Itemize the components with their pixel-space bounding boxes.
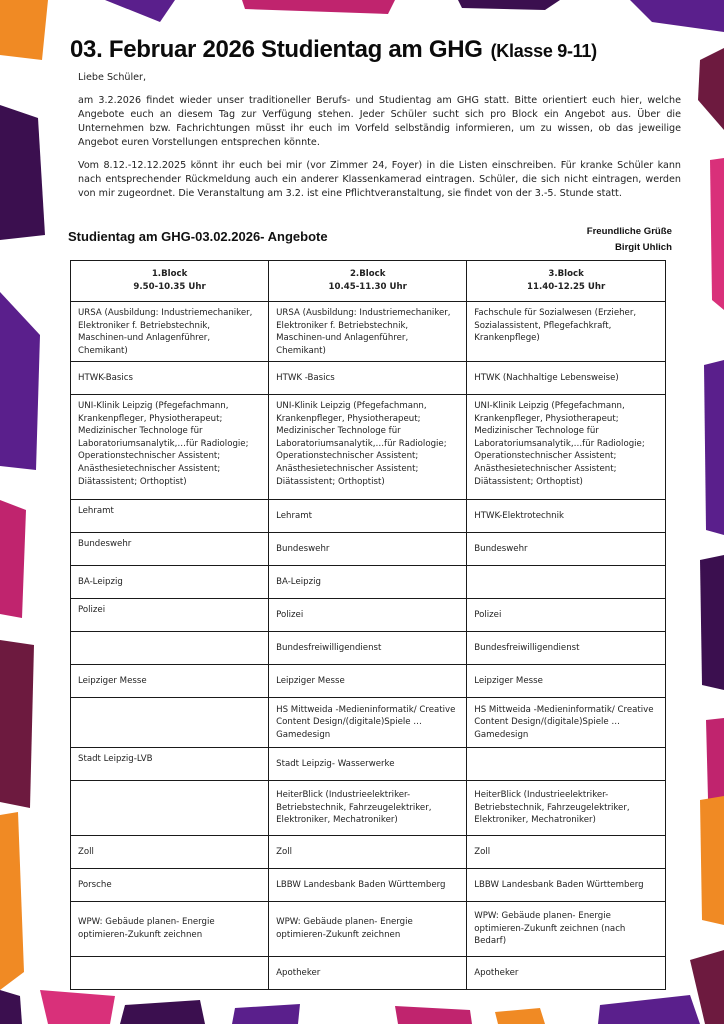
offer-cell-block-3: WPW: Gebäude planen- Energie optimieren-Zukunft zeichnen (nach Bedarf) xyxy=(467,902,666,957)
offer-cell-block-3: HTWK-Elektrotechnik xyxy=(467,500,666,533)
letter-paragraph-1: am 3.2.2026 findet wieder unser traditioneller Berufs- und Studientag am GHG statt. Bitte orientiert euch hier, welche Angebote euch an diesem Tag zur Verfügung stehen. Jeder Schüler sucht sich pro Block ein Angebot aus. Über die Unternehmen bzw. Fachrichtungen müsst ihr euch im Vorfeld selbständig informieren, um zu wissen, ob das jeweilige Angebot euren Vorstellungen entsprechen könnte. xyxy=(78,94,681,149)
offer-cell-block-2: Stadt Leipzig- Wasserwerke xyxy=(269,748,467,781)
title-class-range: (Klasse 9-11) xyxy=(490,41,597,61)
intro-letter xyxy=(78,71,681,210)
offer-cell-block-1: Bundeswehr xyxy=(71,533,269,566)
offer-cell-block-1: HTWK-Basics xyxy=(71,362,269,395)
offer-cell-block-3: HS Mittweida -Medieninformatik/ Creative Content Design/(digitale)Spiele …Gamedesign xyxy=(467,698,666,748)
offer-cell-block-3: HTWK (Nachhaltige Lebensweise) xyxy=(467,362,666,395)
signature xyxy=(587,224,672,256)
offer-cell-block-3: Leipziger Messe xyxy=(467,665,666,698)
table-row xyxy=(71,902,666,957)
offer-cell-block-1: UNI-Klinik Leipzig (Pfegefachmann, Krankenpfleger, Physiotherapeut; Medizinischer Technologe für Laboratoriumsanalytik,…für Radiologie; Operationstechnischer Assistent; Anästhesietechnischer Assistent; Diätassistent; Orthoptist) xyxy=(71,395,269,500)
offer-cell-block-3: Bundeswehr xyxy=(467,533,666,566)
block-label: 2.Block xyxy=(349,269,386,280)
column-header-block-1 xyxy=(71,261,269,302)
table-row xyxy=(71,957,666,990)
table-row xyxy=(71,395,666,500)
offer-cell-block-1 xyxy=(71,632,269,665)
offer-cell-block-2: BA-Leipzig xyxy=(269,566,467,599)
offer-cell-block-2: Polizei xyxy=(269,599,467,632)
title-main: 03. Februar 2026 Studientag am GHG xyxy=(70,36,483,63)
offer-cell-block-2: HeiterBlick (Industrieelektriker-Betriebstechnik, Fahrzeugelektriker, Elektroniker, Mechatroniker) xyxy=(269,781,467,836)
offers-heading: Studientag am GHG-03.02.2026- Angebote xyxy=(68,229,328,244)
table-row xyxy=(71,362,666,395)
offer-cell-block-3: LBBW Landesbank Baden Württemberg xyxy=(467,869,666,902)
block-label: 1.Block xyxy=(151,269,188,280)
table-header-row xyxy=(71,261,666,302)
block-time: 9.50-10.35 Uhr xyxy=(133,282,206,292)
offer-cell-block-1 xyxy=(71,957,269,990)
table-row xyxy=(71,698,666,748)
offer-cell-block-1: Lehramt xyxy=(71,500,269,533)
table-row xyxy=(71,566,666,599)
offer-cell-block-1: WPW: Gebäude planen- Energie optimieren-Zukunft zeichnen xyxy=(71,902,269,957)
table-row xyxy=(71,665,666,698)
offer-cell-block-3 xyxy=(467,566,666,599)
letter-greeting: Liebe Schüler, xyxy=(78,72,147,83)
offer-cell-block-1: Zoll xyxy=(71,836,269,869)
offers-table-body xyxy=(71,302,666,990)
block-time: 11.40-12.25 Uhr xyxy=(526,282,606,292)
table-row xyxy=(71,632,666,665)
page-title xyxy=(70,36,597,64)
offer-cell-block-2: LBBW Landesbank Baden Württemberg xyxy=(269,869,467,902)
block-time: 10.45-11.30 Uhr xyxy=(328,282,407,292)
offer-cell-block-3: HeiterBlick (Industrieelektriker-Betriebstechnik, Fahrzeugelektriker, Elektroniker, Mechatroniker) xyxy=(467,781,666,836)
offer-cell-block-2: Lehramt xyxy=(269,500,467,533)
table-row xyxy=(71,533,666,566)
offer-cell-block-1 xyxy=(71,698,269,748)
offer-cell-block-2: HS Mittweida -Medieninformatik/ Creative Content Design/(digitale)Spiele …Gamedesign xyxy=(269,698,467,748)
signature-closing: Freundliche Grüße xyxy=(586,226,672,237)
table-row xyxy=(71,302,666,362)
offer-cell-block-3: Bundesfreiwilligendienst xyxy=(467,632,666,665)
offer-cell-block-3: Polizei xyxy=(467,599,666,632)
offer-cell-block-3 xyxy=(467,748,666,781)
table-row xyxy=(71,836,666,869)
offer-cell-block-2: URSA (Ausbildung: Industriemechaniker, Elektroniker f. Betriebstechnik, Maschinen-und Anlagenführer, Chemikant) xyxy=(269,302,467,362)
table-row xyxy=(71,781,666,836)
offer-cell-block-3: Fachschule für Sozialwesen (Erzieher, Sozialassistent, Pflegefachkraft, Krankenpflege) xyxy=(467,302,666,362)
column-header-block-2 xyxy=(269,261,467,302)
table-row xyxy=(71,599,666,632)
offer-cell-block-2: Zoll xyxy=(269,836,467,869)
offer-cell-block-2: Bundesfreiwilligendienst xyxy=(269,632,467,665)
letter-paragraph-2: Vom 8.12.-12.12.2025 könnt ihr euch bei mir (vor Zimmer 24, Foyer) in die Listen einschreiben. Für kranke Schüler kann nach entsprechender Rückmeldung auch ein anderer Klassenkamerad eintragen. Schüler, die sich nicht eintragen, werden von mir zugeordnet. Die Veranstaltung am 3.2. ist eine Pflichtveranstaltung, sie findet von der 3.-5. Stunde statt. xyxy=(78,160,681,200)
offer-cell-block-1: BA-Leipzig xyxy=(71,566,269,599)
offer-cell-block-2: UNI-Klinik Leipzig (Pfegefachmann, Krankenpfleger, Physiotherapeut; Medizinischer Technologe für Laboratoriumsanalytik,…für Radiologie; Operationstechnischer Assistent; Anästhesietechnischer Assistent; Diätassistent; Orthoptist) xyxy=(269,395,467,500)
signature-name: Birgit Uhlich xyxy=(614,242,672,253)
column-header-block-3 xyxy=(467,261,666,302)
offer-cell-block-2: Leipziger Messe xyxy=(269,665,467,698)
offer-cell-block-1: Leipziger Messe xyxy=(71,665,269,698)
table-row xyxy=(71,869,666,902)
offer-cell-block-2: WPW: Gebäude planen- Energie optimieren-Zukunft zeichnen xyxy=(269,902,467,957)
offer-cell-block-2: Apotheker xyxy=(269,957,467,990)
block-label: 3.Block xyxy=(548,269,584,280)
offer-cell-block-2: HTWK -Basics xyxy=(269,362,467,395)
offer-cell-block-3: Apotheker xyxy=(467,957,666,990)
table-row xyxy=(71,748,666,781)
offers-table xyxy=(70,260,666,990)
offer-cell-block-3: UNI-Klinik Leipzig (Pfegefachmann, Krankenpfleger, Physiotherapeut; Medizinischer Technologe für Laboratoriumsanalytik,…für Radiologie; Operationstechnischer Assistent; Anästhesietechnischer Assistent; Diätassistent; Orthoptist) xyxy=(467,395,666,500)
offer-cell-block-1: Stadt Leipzig-LVB xyxy=(71,748,269,781)
offer-cell-block-1: Porsche xyxy=(71,869,269,902)
table-row xyxy=(71,500,666,533)
offer-cell-block-1 xyxy=(71,781,269,836)
offer-cell-block-2: Bundeswehr xyxy=(269,533,467,566)
offer-cell-block-1: Polizei xyxy=(71,599,269,632)
offer-cell-block-3: Zoll xyxy=(467,836,666,869)
offer-cell-block-1: URSA (Ausbildung: Industriemechaniker, Elektroniker f. Betriebstechnik, Maschinen-und Anlagenführer, Chemikant) xyxy=(71,302,269,362)
